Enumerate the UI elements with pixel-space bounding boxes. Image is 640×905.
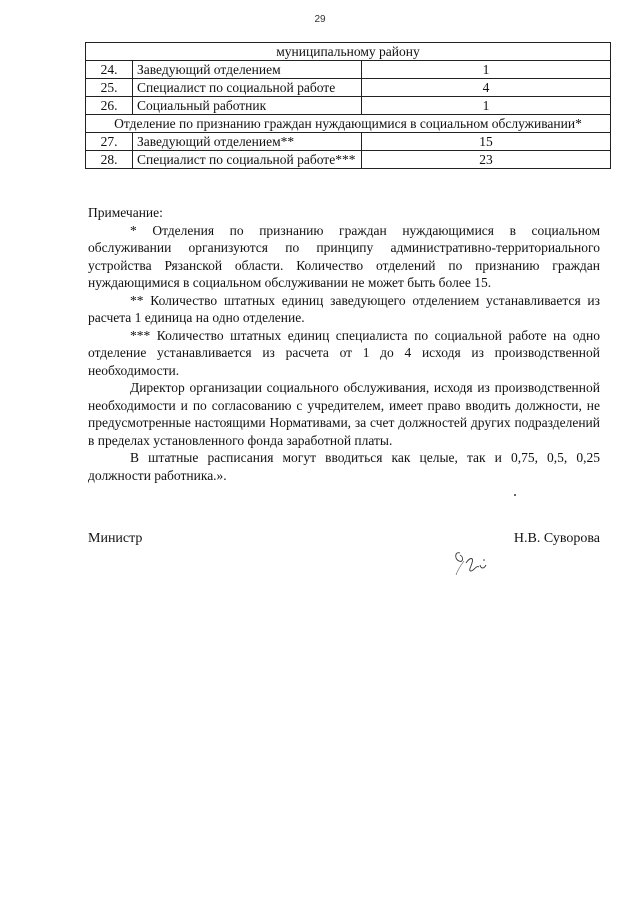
table-row xyxy=(86,133,611,151)
row-number: 27. xyxy=(86,133,133,151)
position-name: Заведующий отделением xyxy=(133,61,362,79)
position-name: Социальный работник xyxy=(133,97,362,115)
position-name: Заведующий отделением** xyxy=(133,133,362,151)
position-count: 23 xyxy=(362,151,611,169)
position-count: 4 xyxy=(362,79,611,97)
note-paragraph: Директор организации социального обслуживания, исходя из производственной необходимости и по согласованию с учредителем, имеет право вводить должности, не предусмотренные настоящими Нормативами, за счет должностей других подразделений в пределах установленного фонда заработной платы. xyxy=(88,380,600,448)
notes-title: Примечание: xyxy=(88,205,163,220)
table-row xyxy=(86,151,611,169)
row-number: 28. xyxy=(86,151,133,169)
signatory-title: Министр xyxy=(88,531,143,546)
row-number: 24. xyxy=(86,61,133,79)
note-paragraph: * Отделения по признанию граждан нуждающимися в социальном обслуживании организуются по принципу административно-территориального устройства Рязанской области. Количество отделений по признанию граждан нуждающимися в социальном обслуживании не может быть более 15. xyxy=(88,222,600,290)
staffing-table xyxy=(85,42,611,169)
position-count: 15 xyxy=(362,133,611,151)
position-count: 1 xyxy=(362,61,611,79)
table-row xyxy=(86,97,611,115)
table-row xyxy=(86,115,611,133)
notes-section xyxy=(88,204,600,484)
page-number: 29 xyxy=(314,14,326,25)
table-continuation-row: муниципальному району xyxy=(86,43,611,61)
handwritten-signature xyxy=(446,545,516,585)
section-header: Отделение по признанию граждан нуждающимися в социальном обслуживании* xyxy=(86,115,611,133)
note-paragraph: *** Количество штатных единиц специалиста по социальной работе на одно отделение устанавливается из расчета от 1 до 4 исходя из производственной необходимости. xyxy=(88,327,600,378)
table-row xyxy=(86,79,611,97)
row-number: 25. xyxy=(86,79,133,97)
note-paragraph: ** Количество штатных единиц заведующего отделением устанавливается из расчета 1 единица на одно отделение. xyxy=(88,292,600,325)
scan-speck xyxy=(514,494,516,496)
note-paragraph: В штатные расписания могут вводиться как целые, так и 0,75, 0,5, 0,25 должности работника.». xyxy=(88,450,600,483)
signatory-name: Н.В. Суворова xyxy=(513,531,600,546)
position-count: 1 xyxy=(362,97,611,115)
table-row xyxy=(86,43,611,61)
table-row xyxy=(86,61,611,79)
row-number: 26. xyxy=(86,97,133,115)
position-name: Специалист по социальной работе*** xyxy=(133,151,362,169)
position-name: Специалист по социальной работе xyxy=(133,79,362,97)
